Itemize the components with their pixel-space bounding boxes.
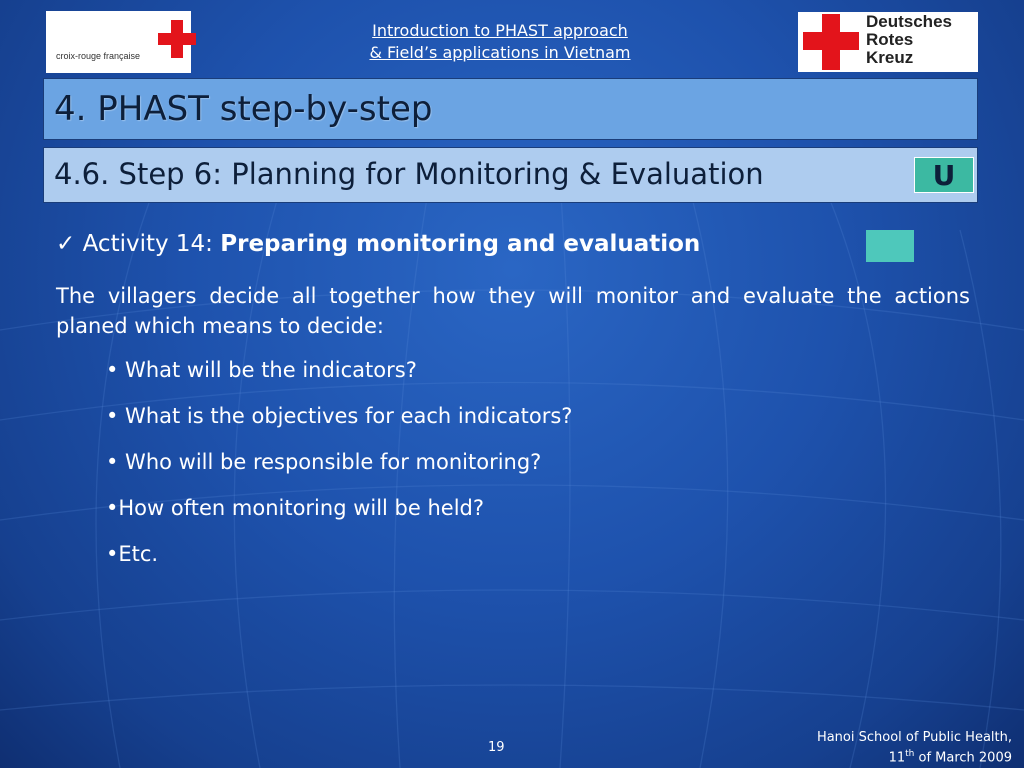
bullet-list <box>106 356 572 586</box>
footer-credit <box>817 729 1012 766</box>
section-title: 4. PHAST step-by-step <box>54 89 433 129</box>
list-item: •How often monitoring will be held? <box>106 496 485 520</box>
list-item: •Etc. <box>106 542 159 566</box>
return-arrow-icon: U <box>932 158 956 192</box>
title-line-2: & Field’s applications in Vietnam <box>369 43 631 62</box>
presentation-title <box>290 20 710 64</box>
subsection-title-bar <box>43 147 978 203</box>
section-title-bar <box>43 78 978 140</box>
footer-organization: Hanoi School of Public Health, <box>816 730 1012 745</box>
title-line-1: Introduction to PHAST approach <box>372 21 628 40</box>
croix-rouge-logo-text: croix-rouge française <box>56 51 141 61</box>
activity-prefix: Activity 14: <box>82 231 221 257</box>
activity-title: Preparing monitoring and evaluation <box>220 231 701 257</box>
page-number: 19 <box>488 740 505 755</box>
list-item: • What will be the indicators? <box>106 358 417 382</box>
croix-rouge-logo <box>46 11 191 73</box>
activity-link-button[interactable] <box>866 230 914 262</box>
body-paragraph: The villagers decide all together how they will monitor and evaluate the actions planed which means to decide: <box>56 284 970 338</box>
deutsches-rotes-kreuz-logo: Deutsches Rotes Kreuz <box>798 12 978 72</box>
list-item: • Who will be responsible for monitoring? <box>106 450 542 474</box>
checkmark-icon: ✓ <box>56 231 76 257</box>
list-item: • What is the objectives for each indicators? <box>106 404 573 428</box>
return-button[interactable] <box>914 157 974 193</box>
footer-date: 11th of March 2009 <box>888 749 1012 766</box>
activity-heading <box>56 231 700 257</box>
subsection-title: 4.6. Step 6: Planning for Monitoring & Evaluation <box>54 157 764 191</box>
